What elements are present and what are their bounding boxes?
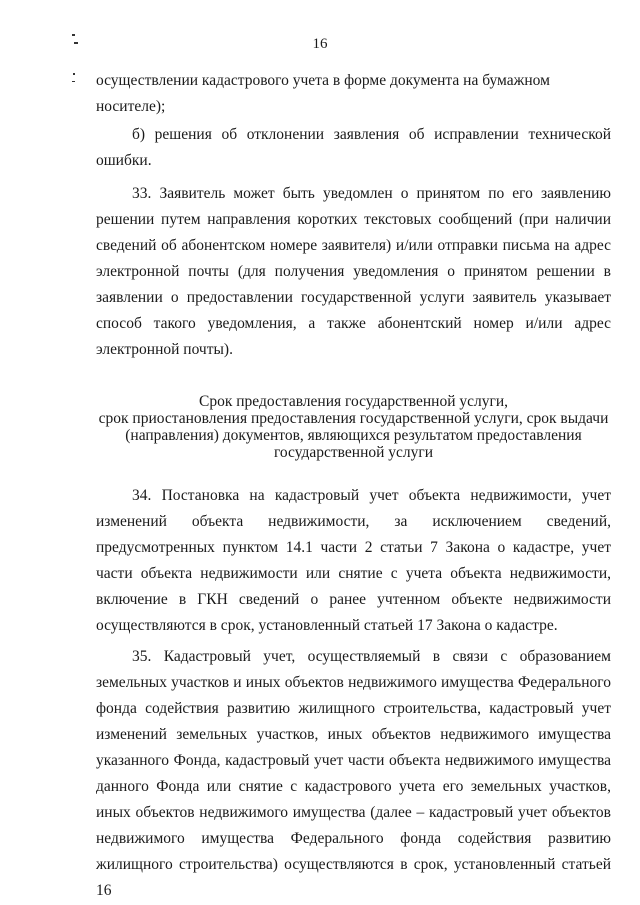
paragraph-item-b: б) решения об отклонении заявления об исправлении технической ошибки.	[96, 126, 611, 169]
section-heading	[96, 393, 611, 461]
document-body	[96, 68, 611, 904]
scan-artifact	[72, 81, 75, 82]
paragraph-continuation: осуществлении кадастрового учета в форме документа на бумажном носителе);	[96, 72, 550, 115]
paragraph-34: 34. Постановка на кадастровый учет объекта недвижимости, учет изменений объекта недвижимости, за исключением сведений, предусмотренных пунктом 14.1 части 2 статьи 7 Закона о кадастре, учет части объекта недвижимости или снятие с учета объекта недвижимости, включение в ГКН сведений о ранее учтенном объекте недвижимости осуществляются в срок, установленный статьей 17 Закона о кадастре.	[96, 487, 611, 634]
scan-artifact	[73, 73, 75, 75]
paragraph-33: 33. Заявитель может быть уведомлен о принятом по его заявлению решении путем направления коротких текстовых сообщений (при наличии сведений об абонентском номере заявителя) и/или отправки письма на адрес электронной почты (для получения уведомления о принятом решении в заявлении о предоставлении государственной услуги заявитель указывает способ такого уведомления, а также абонентский номер и/или адрес электронной почты).	[96, 185, 611, 358]
paragraph-35: 35. Кадастровый учет, осуществляемый в связи с образованием земельных участков и иных объектов недвижимого имущества Федерального фонда содействия развитию жилищного строительства, кадастровый учет изменений земельных участков, иных объектов недвижимого имущества указанного Фонда, кадастровый учет части объекта недвижимого имущества данного Фонда или снятие с кадастрового учета его земельных участков, иных объектов недвижимого имущества (далее – кадастровый учет объектов недвижимого имущества Федерального фонда содействия развитию жилищного строительства) осуществляются в срок, установленный статьей 16	[96, 648, 611, 899]
section-heading-line: Срок предоставления государственной услуги,	[198, 393, 509, 410]
section-heading-line: (направления) документов, являющихся результатом предоставления	[125, 427, 582, 444]
page-number: 16	[312, 36, 328, 52]
section-heading-line: государственной услуги	[273, 444, 434, 461]
section-heading-line: срок приостановления предоставления государственной услуги, срок выдачи	[98, 410, 609, 427]
